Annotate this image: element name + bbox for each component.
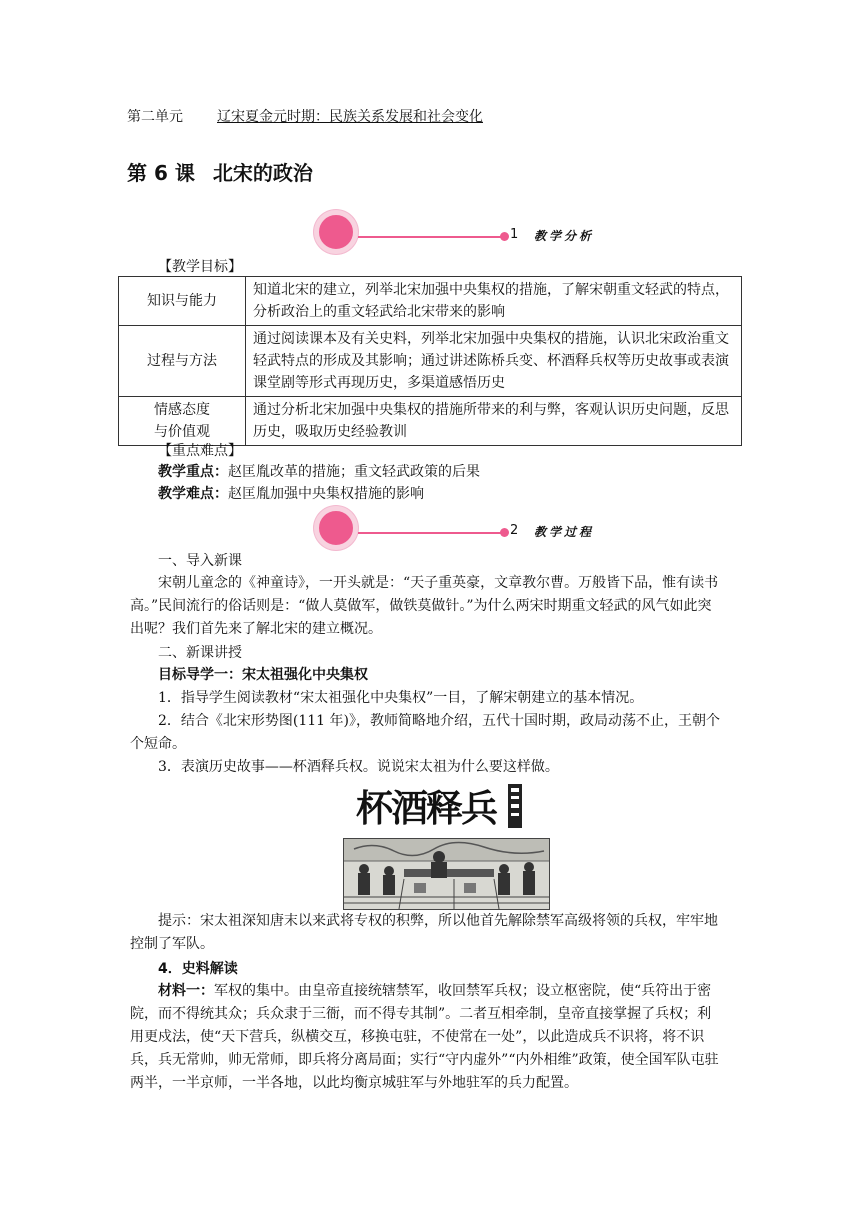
- table-row: [119, 326, 742, 397]
- unit-title: 辽宋夏金元时期：民族关系发展和社会变化: [217, 109, 483, 125]
- section-divider: [358, 236, 502, 238]
- section-label: 教学分析: [534, 229, 595, 243]
- pink-circle-icon: [314, 506, 358, 550]
- section-number: 1: [510, 227, 519, 242]
- key-point-text: 赵匡胤改革的措施；重文轻武政策的后果: [228, 464, 480, 480]
- section-divider: [358, 532, 502, 534]
- pink-circle-icon: [314, 210, 358, 254]
- key-point-text: 赵匡胤加强中央集权措施的影响: [228, 486, 424, 502]
- goal-value: 知道北宋的建立，列举北宋加强中央集权的措施，了解宋朝重文轻武的特点，分析政治上的重文轻武给北宋带来的影响: [246, 277, 742, 326]
- key-points-heading: 【重点难点】: [158, 443, 242, 459]
- goal-key-line2: 与价值观: [154, 424, 210, 440]
- goal-guide-1: 目标导学一：宋太祖强化中央集权: [158, 667, 368, 683]
- step-2: 2．结合《北宋形势图(111 年)》，教师简略地介绍，五代十国时期，政局动荡不止，王朝个个短命。: [130, 713, 721, 752]
- section-label: 教学过程: [534, 525, 595, 539]
- key-point-1: [158, 461, 480, 483]
- section-number: 2: [510, 523, 519, 538]
- intro-paragraph: 宋朝儿童念的《神童诗》，一开头就是：“天子重英豪，文章教尔曹。万般皆下品，惟有读书高。”民间流行的俗话则是：“做人莫做军，做铁莫做针。”为什么两宋时期重文轻武的风气如此突出呢？我们首先来了解北宋的建立概况。: [130, 575, 719, 637]
- lesson-title: [127, 157, 313, 186]
- step-1: 1．指导学生阅读教材“宋太祖强化中央集权”一目，了解宋朝建立的基本情况。: [158, 690, 644, 706]
- hint-paragraph: 提示：宋太祖深知唐末以来武将专权的积弊，所以他首先解除禁军高级将领的兵权，牢牢地控制了军队。: [130, 913, 718, 952]
- key-point-label: 教学重点：: [158, 464, 228, 480]
- intro-heading: 一、导入新课: [158, 553, 242, 569]
- key-point-2: [158, 483, 424, 505]
- banquet-painting-image: [343, 838, 550, 910]
- goals-table: [118, 276, 742, 446]
- seal-icon: [504, 782, 526, 832]
- lesson-number: 第 6 课: [127, 161, 195, 185]
- material-1: [130, 980, 722, 1095]
- material-label: 材料一：: [158, 983, 214, 999]
- dot-icon: [500, 528, 509, 537]
- goal-key: 知识与能力: [119, 277, 246, 326]
- table-row: [119, 397, 742, 446]
- unit-header: [127, 106, 483, 126]
- material-text: 军权的集中。由皇帝直接统辖禁军，收回禁军兵权；设立枢密院，使“兵符出于密院，而不得统其众；兵众隶于三衙，而不得专其制”。二者互相牵制，皇帝直接掌握了兵权；利用更戍法，使“天下营兵，纵横交互，移换屯驻，不使常在一处”，以此造成兵不识将，将不识兵，兵无常帅，帅无常师，即兵将分离局面；实行“守内虚外”“内外相维”政策，使全国军队屯驻两半，一半京师，一半各地，以此均衡京城驻军与外地驻军的兵力配置。: [130, 983, 719, 1091]
- table-row: [119, 277, 742, 326]
- new-lesson-heading: 二、新课讲授: [158, 645, 242, 661]
- calligraphy-image: [352, 776, 526, 834]
- section-marker-1: [314, 210, 594, 254]
- goal-key-line1: 情感态度: [154, 402, 210, 418]
- section-marker-2: [314, 506, 594, 550]
- goal-value: 通过阅读课本及有关史料，列举北宋加强中央集权的措施，认识北宋政治重文轻武特点的形成及其影响；通过讲述陈桥兵变、杯酒释兵权等历史故事或表演课堂剧等形式再现历史，多渠道感悟历史: [246, 326, 742, 397]
- unit-label: 第二单元: [127, 109, 183, 125]
- calligraphy-text: 杯酒释兵: [356, 786, 496, 830]
- goal-value: 通过分析北宋加强中央集权的措施所带来的利与弊，客观认识历史问题，反思历史，吸取历史经验教训: [246, 397, 742, 446]
- key-point-label: 教学难点：: [158, 486, 228, 502]
- goal-key: [119, 397, 246, 446]
- step-4: 4．史料解读: [158, 961, 238, 977]
- goal-key: 过程与方法: [119, 326, 246, 397]
- step-3: 3．表演历史故事——杯酒释兵权。说说宋太祖为什么要这样做。: [158, 759, 559, 775]
- lesson-name: 北宋的政治: [212, 161, 313, 185]
- goals-heading: 【教学目标】: [158, 259, 242, 275]
- dot-icon: [500, 232, 509, 241]
